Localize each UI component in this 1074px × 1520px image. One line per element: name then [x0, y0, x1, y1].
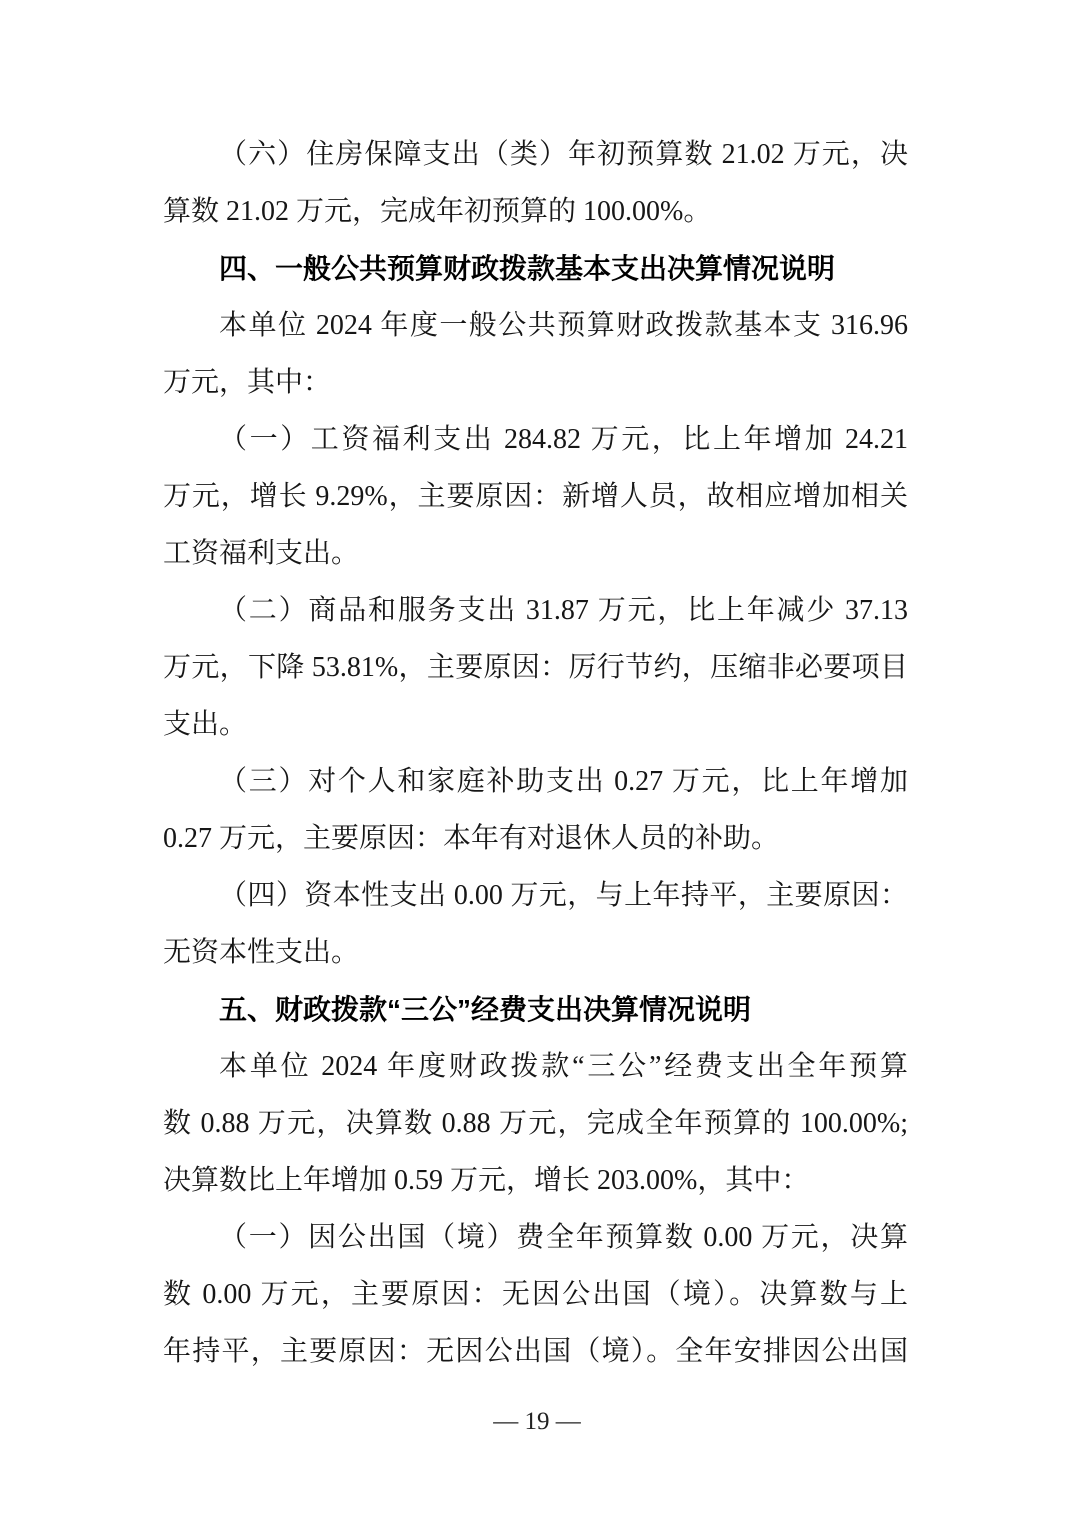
text-line: 万元，下降 53.81%，主要原因：厉行节约，压缩非必要项目 — [163, 652, 908, 683]
page-number: — 19 — — [493, 1408, 581, 1435]
section-heading — [163, 240, 908, 297]
paragraph — [163, 411, 908, 582]
text-line: （二）商品和服务支出 31.87 万元，比上年减少 37.13 — [219, 595, 908, 626]
text-line: （三）对个人和家庭补助支出 0.27 万元，比上年增加 — [219, 766, 908, 797]
text-line: 本单位 2024 年度一般公共预算财政拨款基本支 316.96 — [219, 310, 908, 341]
document-text-block — [163, 126, 908, 1380]
text-line: （六）住房保障支出（类）年初预算数 21.02 万元，决 — [219, 139, 908, 170]
page-footer — [0, 1406, 1074, 1438]
text-line: 年持平，主要原因：无因公出国（境）。全年安排因公出国 — [163, 1336, 908, 1367]
paragraph — [163, 582, 908, 753]
text-line: 0.27 万元，主要原因：本年有对退休人员的补助。 — [163, 823, 780, 854]
text-line: 决算数比上年增加 0.59 万元，增长 203.00%，其中： — [163, 1165, 810, 1196]
text-line: （一）工资福利支出 284.82 万元，比上年增加 24.21 — [219, 424, 908, 455]
heading-line: 五、财政拨款“三公”经费支出决算情况说明 — [219, 994, 752, 1025]
text-line: 本单位 2024 年度财政拨款“三公”经费支出全年预算 — [219, 1051, 908, 1082]
text-line: 万元，其中： — [163, 367, 332, 398]
text-line: 算数 21.02 万元，完成年初预算的 100.00%。 — [163, 196, 712, 227]
paragraph — [163, 297, 908, 411]
paragraph — [163, 753, 908, 867]
paragraph — [163, 1038, 908, 1209]
text-line: 支出。 — [163, 709, 248, 740]
text-line: （四）资本性支出 0.00 万元，与上年持平，主要原因： — [219, 880, 908, 911]
text-line: 工资福利支出。 — [163, 538, 360, 569]
section-heading — [163, 981, 908, 1038]
text-line: 数 0.88 万元，决算数 0.88 万元，完成全年预算的 100.00%; — [163, 1108, 908, 1139]
paragraph — [163, 1209, 908, 1380]
paragraph — [163, 867, 908, 981]
heading-line: 四、一般公共预算财政拨款基本支出决算情况说明 — [219, 253, 836, 284]
paragraph — [163, 126, 908, 240]
text-line: （一）因公出国（境）费全年预算数 0.00 万元，决算 — [219, 1222, 908, 1253]
text-line: 无资本性支出。 — [163, 937, 360, 968]
text-line: 数 0.00 万元，主要原因：无因公出国（境）。决算数与上 — [163, 1279, 908, 1310]
text-line: 万元，增长 9.29%，主要原因：新增人员，故相应增加相关 — [163, 481, 908, 512]
